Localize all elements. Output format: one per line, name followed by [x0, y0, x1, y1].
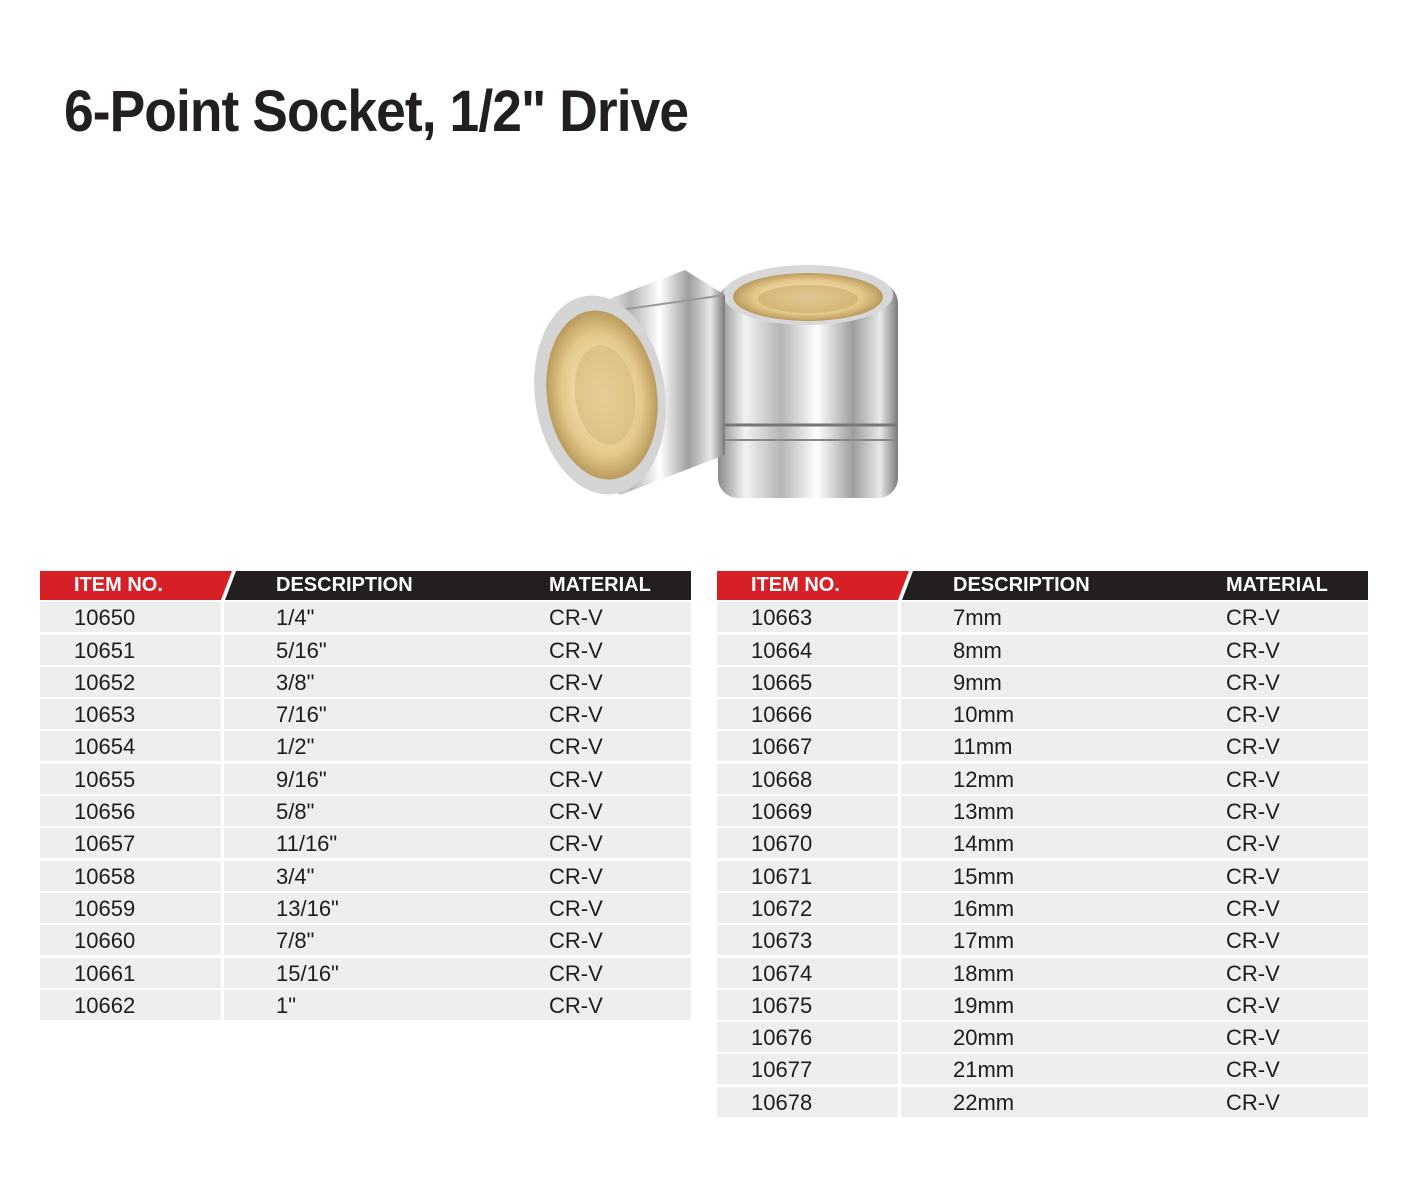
description-cell: 14mm	[953, 831, 1015, 857]
item-no-cell: 10655	[74, 766, 136, 792]
table-row	[717, 1022, 1368, 1052]
table-row	[40, 990, 691, 1020]
description-cell: 3/4"	[276, 863, 315, 889]
material-cell: CR-V	[1226, 637, 1280, 663]
material-cell: CR-V	[1226, 702, 1280, 728]
item-no-cell: 10678	[751, 1089, 813, 1115]
material-cell: CR-V	[1226, 1025, 1280, 1051]
material-cell: CR-V	[549, 669, 603, 695]
description-cell: 7mm	[953, 605, 1002, 631]
material-cell: CR-V	[1226, 1057, 1280, 1083]
table-row	[717, 1087, 1368, 1117]
description-cell: 9mm	[953, 669, 1002, 695]
description-cell: 5/8"	[276, 799, 315, 825]
table-row	[717, 828, 1368, 858]
material-cell: CR-V	[549, 928, 603, 954]
material-cell: CR-V	[549, 799, 603, 825]
item-no-cell: 10677	[751, 1057, 813, 1083]
material-cell: CR-V	[549, 605, 603, 631]
table-row	[40, 861, 691, 891]
material-cell: CR-V	[549, 766, 603, 792]
material-cell: CR-V	[549, 992, 603, 1018]
item-no-cell: 10673	[751, 928, 813, 954]
item-no-cell: 10656	[74, 799, 136, 825]
table-row	[717, 1054, 1368, 1084]
description-cell: 11/16"	[276, 831, 338, 857]
description-cell: 1/4"	[276, 605, 315, 631]
material-cell: CR-V	[1226, 734, 1280, 760]
description-cell: 9/16"	[276, 766, 327, 792]
description-cell: 21mm	[953, 1057, 1015, 1083]
header-material: MATERIAL	[549, 574, 651, 596]
table-row	[717, 925, 1368, 955]
item-no-cell: 10657	[74, 831, 136, 857]
material-cell: CR-V	[549, 831, 603, 857]
table-row	[40, 731, 691, 761]
item-no-cell: 10658	[74, 863, 136, 889]
material-cell: CR-V	[1226, 1089, 1280, 1115]
socket-front	[522, 270, 725, 503]
material-cell: CR-V	[549, 863, 603, 889]
description-cell: 13/16"	[276, 895, 339, 921]
item-no-cell: 10674	[751, 960, 813, 986]
table-row	[40, 602, 691, 632]
material-cell: CR-V	[1226, 799, 1280, 825]
description-cell: 22mm	[953, 1089, 1015, 1115]
spec-table-imperial	[40, 571, 691, 1020]
item-no-cell: 10672	[751, 895, 813, 921]
item-no-cell: 10653	[74, 702, 136, 728]
table-header	[717, 571, 1368, 600]
table-row	[717, 602, 1368, 632]
description-cell: 1/2"	[276, 734, 315, 760]
material-cell: CR-V	[549, 895, 603, 921]
spec-table-metric	[717, 571, 1368, 1117]
table-row	[717, 667, 1368, 697]
item-no-cell: 10662	[74, 992, 136, 1018]
description-cell: 17mm	[953, 928, 1015, 954]
page-title: 6-Point Socket, 1/2" Drive	[64, 79, 689, 144]
description-cell: 11mm	[953, 734, 1013, 760]
table-row	[40, 828, 691, 858]
item-no-cell: 10664	[751, 637, 813, 663]
item-no-cell: 10650	[74, 605, 136, 631]
item-no-cell: 10666	[751, 702, 813, 728]
description-cell: 16mm	[953, 895, 1015, 921]
header-item-no: ITEM NO.	[751, 574, 840, 596]
table-row	[717, 731, 1368, 761]
description-cell: 7/8"	[276, 928, 315, 954]
material-cell: CR-V	[1226, 831, 1280, 857]
description-cell: 20mm	[953, 1025, 1015, 1051]
table-row	[717, 796, 1368, 826]
item-no-cell: 10667	[751, 734, 813, 760]
item-no-cell: 10663	[751, 605, 813, 631]
material-cell: CR-V	[549, 734, 603, 760]
item-no-cell: 10660	[74, 928, 136, 954]
table-row	[717, 958, 1368, 988]
item-no-cell: 10652	[74, 669, 136, 695]
table-row	[717, 764, 1368, 794]
header-item-no: ITEM NO.	[74, 574, 163, 596]
item-no-cell: 10668	[751, 766, 813, 792]
material-cell: CR-V	[1226, 766, 1280, 792]
material-cell: CR-V	[1226, 895, 1280, 921]
table-row	[40, 764, 691, 794]
header-description: DESCRIPTION	[276, 574, 413, 596]
material-cell: CR-V	[1226, 669, 1280, 695]
table-row	[40, 699, 691, 729]
description-cell: 15mm	[953, 863, 1015, 889]
table-header	[40, 571, 691, 600]
material-cell: CR-V	[549, 960, 603, 986]
table-row	[717, 699, 1368, 729]
material-cell: CR-V	[1226, 928, 1280, 954]
material-cell: CR-V	[549, 637, 603, 663]
description-cell: 19mm	[953, 992, 1015, 1018]
table-row	[40, 958, 691, 988]
table-row	[40, 893, 691, 923]
material-cell: CR-V	[1226, 605, 1280, 631]
material-cell: CR-V	[1226, 863, 1280, 889]
header-material: MATERIAL	[1226, 574, 1328, 596]
socket-product-image	[520, 255, 910, 515]
item-no-cell: 10676	[751, 1025, 813, 1051]
table-row	[717, 893, 1368, 923]
socket-back	[718, 265, 898, 498]
table-row	[40, 667, 691, 697]
description-cell: 15/16"	[276, 960, 339, 986]
description-cell: 10mm	[953, 702, 1015, 728]
material-cell: CR-V	[1226, 960, 1280, 986]
header-description: DESCRIPTION	[953, 574, 1090, 596]
item-no-cell: 10669	[751, 799, 813, 825]
description-cell: 5/16"	[276, 637, 327, 663]
item-no-cell: 10659	[74, 895, 136, 921]
description-cell: 13mm	[953, 799, 1015, 825]
table-row	[40, 635, 691, 665]
description-cell: 3/8"	[276, 669, 315, 695]
table-row	[717, 990, 1368, 1020]
table-row	[40, 925, 691, 955]
item-no-cell: 10671	[751, 863, 813, 889]
description-cell: 1"	[276, 992, 297, 1018]
material-cell: CR-V	[1226, 992, 1280, 1018]
item-no-cell: 10651	[74, 637, 136, 663]
description-cell: 8mm	[953, 637, 1002, 663]
item-no-cell: 10661	[74, 960, 136, 986]
material-cell: CR-V	[549, 702, 603, 728]
description-cell: 12mm	[953, 766, 1015, 792]
description-cell: 18mm	[953, 960, 1015, 986]
table-row	[717, 861, 1368, 891]
item-no-cell: 10665	[751, 669, 813, 695]
table-row	[40, 796, 691, 826]
description-cell: 7/16"	[276, 702, 327, 728]
item-no-cell: 10654	[74, 734, 136, 760]
item-no-cell: 10670	[751, 831, 813, 857]
table-row	[717, 635, 1368, 665]
item-no-cell: 10675	[751, 992, 813, 1018]
